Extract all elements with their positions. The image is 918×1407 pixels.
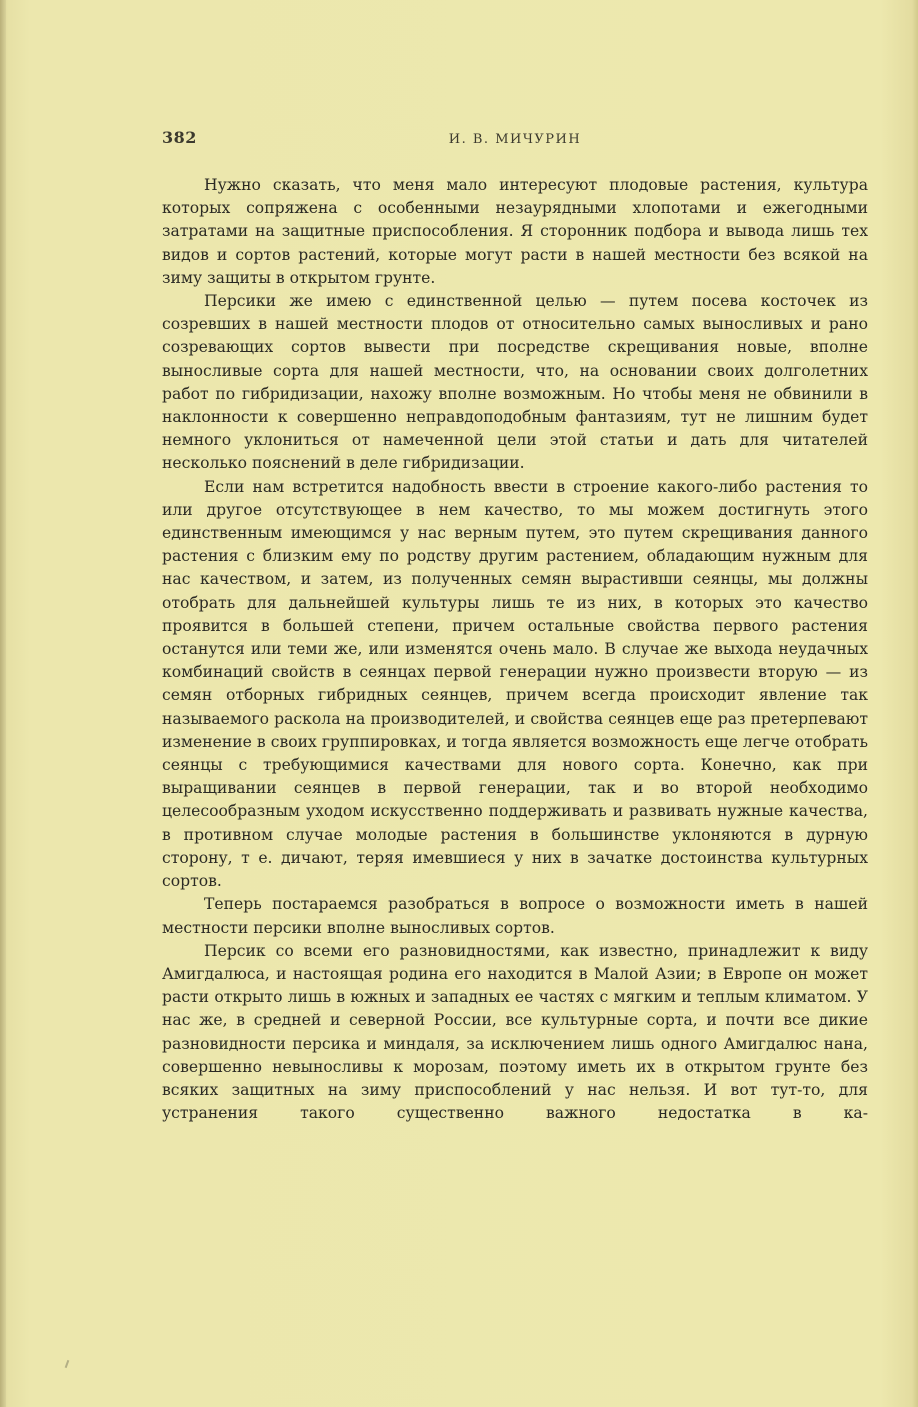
paragraph: Персик со всеми его разновидностями, как известно, принадлежит к виду Амигдалюса, и настоящая родина его находится в Малой Азии; в Европе он может расти открыто лишь в южных и западных ее частях с мягким и теплым климатом. У нас же, в средней и северной России, все культурные сорта, и почти все дикие разновидности персика и миндаля, за исключением лишь одного Амигдалюс нана, совершенно невыносливы к морозам, поэтому иметь их в открытом грунте без всяких защитных на зиму приспособлений у нас нельзя. И вот тут-то, для устранения такого существенно важного недостатка в ка- [162,941,868,1123]
page-header [162,128,868,154]
body-text [162,174,868,1125]
paragraph: Персики же имею с единственной целью — путем посева косточек из созревших в нашей местности плодов от относительно самых выносливых и рано созревающих сортов вывести при посредстве скрещивания новые, вполне выносливые сорта для нашей местности, что, на основании своих долголетних работ по гибридизации, нахожу вполне возможным. Но чтобы меня не обвинили в наклонности к совершенно неправдоподобным фантазиям, тут не лишним будет немного уклониться от намеченной цели этой статьи и дать для читателей несколько пояснений в деле гибридизации. [162,292,868,473]
page-edge [0,0,6,1407]
running-head: И. В. МИЧУРИН [448,132,582,147]
paragraph: Теперь постараемся разобраться в вопросе о возможности иметь в нашей местности персики вполне выносливых сортов. [162,895,868,937]
paragraph: Если нам встретится надобность ввести в строение какого-либо растения то или другое отсутствующее в нем качество, то мы можем достигнуть этого единственным имеющимся у нас верным путем, это путем скрещивания данного растения с близким ему по родству другим растением, обладающим нужным для нас качеством, и затем, из полученных семян вырастивши сеянцы, мы должны отобрать для дальнейшей культуры лишь те из них, в которых это качество проявится в большей степени, причем остальные свойства первого растения останутся или теми же, или изменятся очень мало. В случае же выхода неудачных комбинаций свойств в сеянцах первой генерации нужно произвести вторую — из семян отборных гибридных сеянцев, причем всегда происходит явление так называемого раскола на производителей, и свойства сеянцев еще раз претерпевают изменение в своих группировках, и тогда является возможность еще легче отобрать сеянцы с требующимися качествами для нового сорта. Конечно, как при выращивании сеянцев в первой генерации, так и во второй необходимо целесообразным уходом искусственно поддерживать и развивать нужные качества, в противном случае молодые растения в большинстве уклоняются в дурную сторону, т е. дичают, теряя имевшиеся у них в зачатке достоинства культурных сортов. [162,477,868,891]
paper-speck [65,1360,70,1368]
page-number: 382 [162,128,197,147]
paragraph: Нужно сказать, что меня мало интересуют плодовые растения, культура которых сопряжена с особенными незаурядными хлопотами и ежегодными затратами на защитные приспособления. Я сторонник подбора и вывода лишь тех видов и сортов растений, которые могут расти в нашей местности без всякой на зиму защиты в открытом грунте. [162,176,868,287]
